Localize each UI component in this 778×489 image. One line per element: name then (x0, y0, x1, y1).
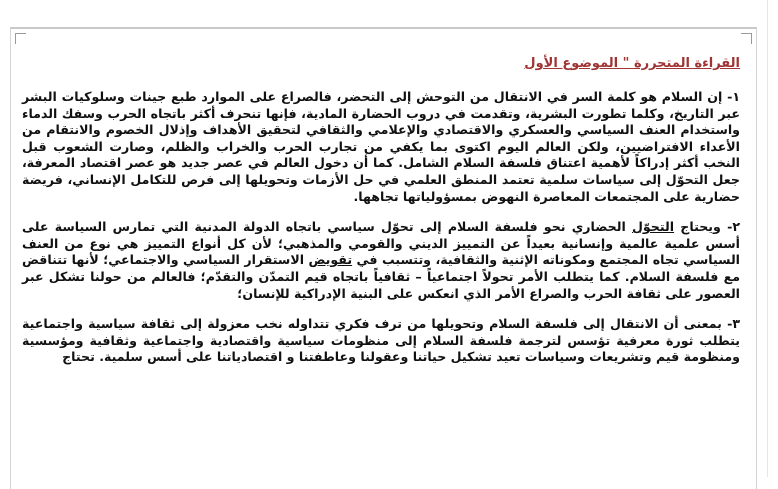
document-body (22, 55, 740, 380)
paragraph-2 (22, 219, 740, 302)
paragraph-2-text: الاستقرار السياسي والاجتماعي؛ لأنها تتناقض مع فلسفة السلام. كما يتطلب الأمر تحولاً اجتماعياً – ثقافياً باتجاه قيم التمدّن والتقدّم؛ فالعالم من حولنا تشكل عبر العصور على ثقافة الحرب والصراع الأمر الذي انعكس على البنية الإدراكية للإنسان؛ (22, 252, 740, 301)
underlined-word: تقويض (308, 252, 353, 268)
page-edge-line (767, 0, 768, 477)
paragraph-2-text: الحضاري نحو فلسفة السلام إلى تحوّل سياسي باتجاه الدولة المدنية التي تمارس السياسة على أسس علمية عالمية وإنسانية بعيداً عن التمييز الديني والقومي والمذهبي؛ لأن كل أنواع التمييز هي نوع من العنف السياسي تجاه المجتمع ومكوناته الإثنية والثقافية، وتتسبب في (22, 219, 740, 268)
paragraph-2-text: ٢- ويحتاج (674, 219, 740, 235)
crop-mark (15, 33, 26, 44)
paragraph-1: ١- إن السلام هو كلمة السر في الانتقال من التوحش إلى التحضر، فالصراع على الموارد طبع جينات وسلوكيات البشر عبر التاريخ، وكلما تطورت البشرية، وتقدمت في دروب الحضارة المادية، فإنها تنحرف أكثر باتجاه الحرب وسفك الدماء واستخدام العنف السياسي والعسكري والاقتصادي والإعلامي والثقافي لتحقيق الأهداف وإذلال الخصوم والانتقام من الأعداء الافتراضيين، ولكن العالم اليوم اكتوى بما يكفي من تجارب الحرب والخراب والظلم، وصارت الشعوب قبل النخب أكثر إدراكاً لأهمية اعتناق فلسفة السلام الشامل. كما أن دخول العالم في عصر جديد هو عصر اقتصاد المعرفة، جعل التحوّل إلى سياسات سلمية تعتمد المنطق العلمي في حل الأزمات وتحويلها إلى فرص للتكامل الإنساني، فريضة حضارية على المجتمعات المعاصرة النهوض بمسؤولياتها تجاهها. (22, 89, 740, 204)
document-title: القراءة المتحررة " الموضوع الأول (524, 56, 740, 71)
underlined-word: التحوّل (631, 219, 675, 235)
paragraph-3: ٣- بمعنى أن الانتقال إلى فلسفة السلام وتحويلها من ترف فكري تتداوله نخب معزولة إلى ثقافة سياسية واجتماعية يتطلب ثورة معرفية تؤسس لترجمة فلسفة السلام إلى منظومات سياسية واقتصادية واجتماعية وثقافية ومؤسسية ومنظومة قيم وتشريعات وسياسات تعيد تشكيل حياتنا وعقولنا وعاطفتنا و اقتصادياتنا على أسس سلمية. تحتاج (22, 316, 740, 365)
crop-mark (741, 33, 752, 44)
